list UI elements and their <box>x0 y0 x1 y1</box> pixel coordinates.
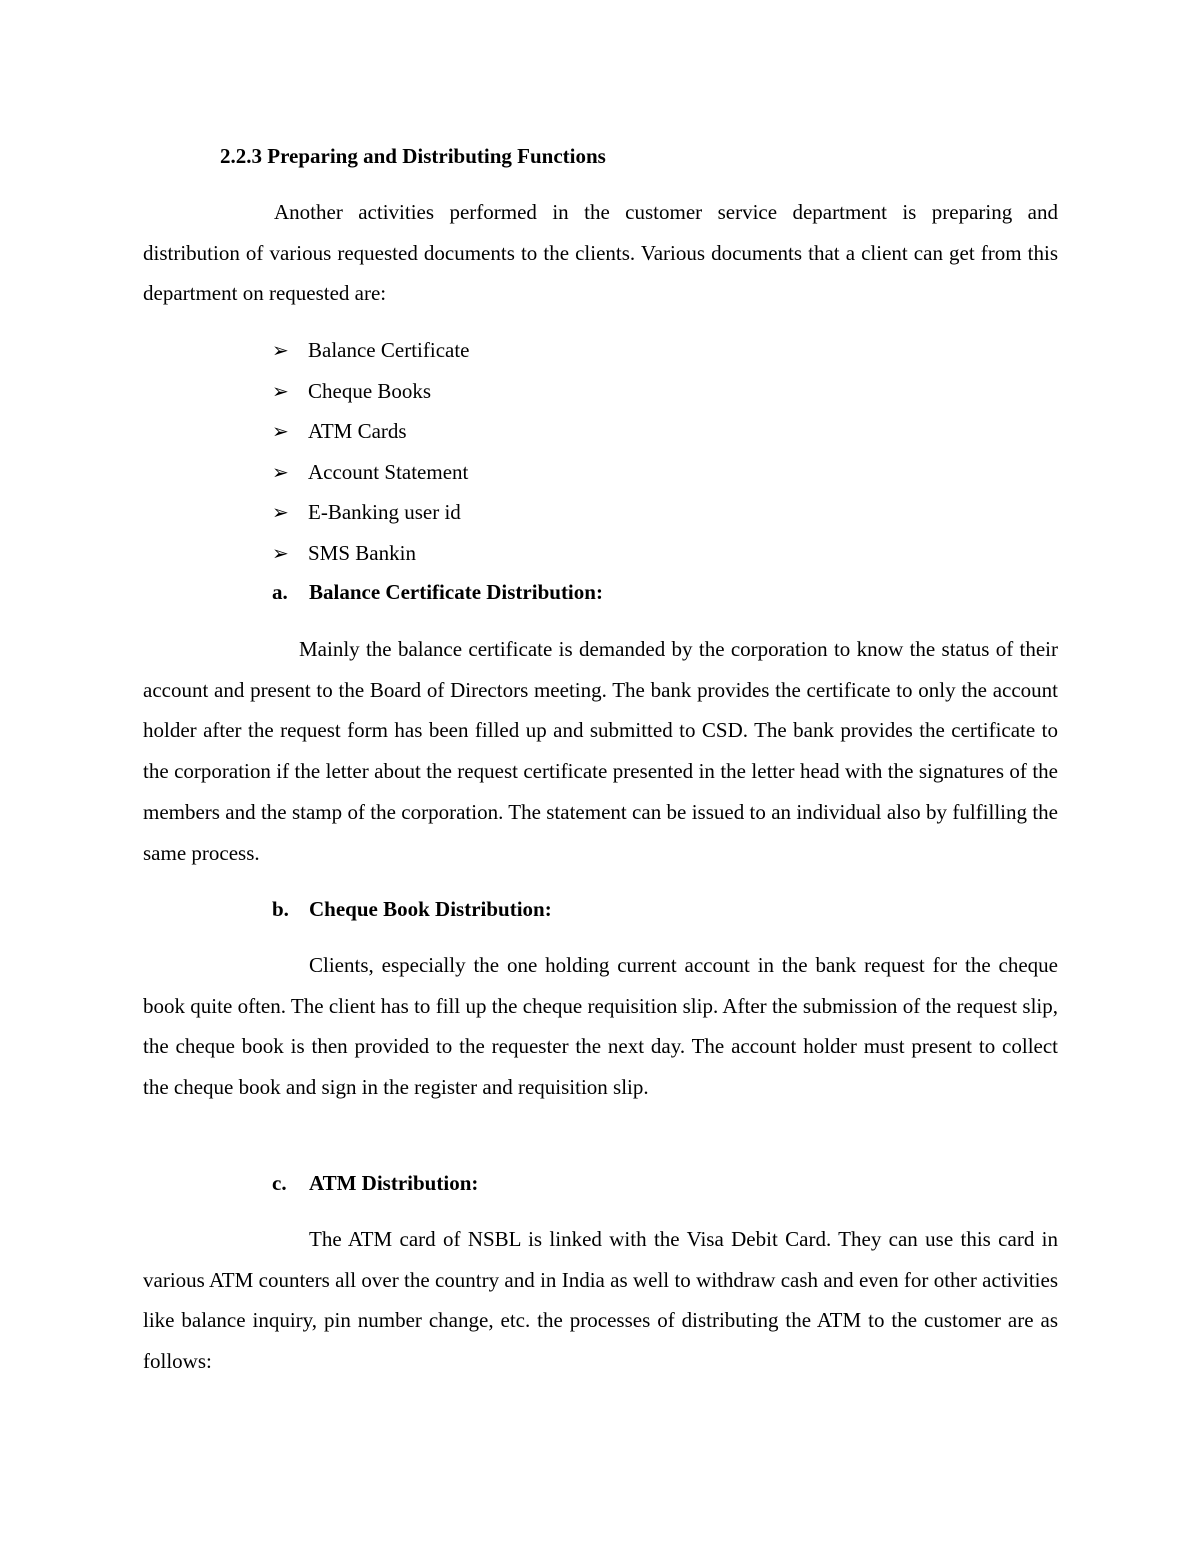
arrow-bullet-icon: ➢ <box>272 540 289 565</box>
arrow-bullet-icon: ➢ <box>272 378 289 403</box>
subsection-heading-a: a. Balance Certificate Distribution: <box>272 580 603 604</box>
section-heading: 2.2.3 Preparing and Distributing Functions <box>220 144 606 168</box>
list-item: ➢ Account Statement <box>272 452 470 493</box>
list-item: ➢ Balance Certificate <box>272 330 470 371</box>
list-item: ➢ ATM Cards <box>272 411 470 452</box>
subsection-heading-b: b. Cheque Book Distribution: <box>272 897 552 921</box>
subsection-c-paragraph: The ATM card of NSBL is linked with the Visa Debit Card. They can use this card in various ATM counters all over the country and in India as well to withdraw cash and even for other activities like balance inquiry, pin number change, etc. the processes of distributing the ATM to the customer are as follows: <box>143 1227 1058 1374</box>
arrow-bullet-icon: ➢ <box>272 459 289 484</box>
subsection-a-paragraph: Mainly the balance certificate is demanded by the corporation to know the status of their account and present to the Board of Directors meeting. The bank provides the certificate to only the account holder after the request form has been filled up and submitted to CSD. The bank provides the certificate to the corporation if the letter about the request certificate presented in the letter head with the signatures of the members and the stamp of the corporation. The statement can be issued to an individual also by fulfilling the same process. <box>143 637 1058 865</box>
list-item: ➢ E-Banking user id <box>272 492 470 533</box>
document-list <box>272 330 470 574</box>
arrow-bullet-icon: ➢ <box>272 500 289 525</box>
arrow-bullet-icon: ➢ <box>272 419 289 444</box>
intro-paragraph <box>143 192 1058 314</box>
list-item: ➢ SMS Bankin <box>272 533 470 574</box>
intro-text: Another activities performed in the customer service department is preparing and distribution of various requested documents to the clients. Various documents that a client can get from this department on requested are: <box>143 200 1058 306</box>
arrow-bullet-icon: ➢ <box>272 338 289 362</box>
subsection-b-paragraph: Clients, especially the one holding current account in the bank request for the cheque book quite often. The client has to fill up the cheque requisition slip. After the submission of the request slip, the cheque book is then provided to the requester the next day. The account holder must present to collect the cheque book and sign in the register and requisition slip. <box>143 953 1058 1100</box>
list-item: ➢ Cheque Books <box>272 371 470 412</box>
subsection-heading-c: c. ATM Distribution: <box>272 1171 479 1195</box>
